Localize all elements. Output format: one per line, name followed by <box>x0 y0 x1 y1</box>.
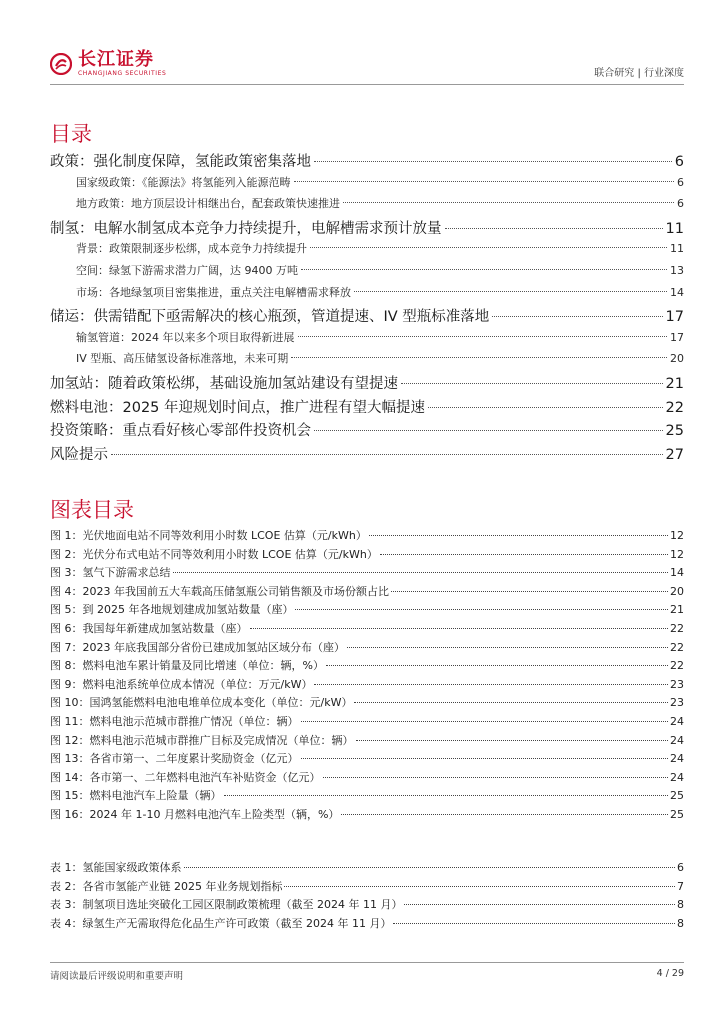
dot-leader <box>323 777 669 778</box>
figure-entry-page: 24 <box>670 714 684 728</box>
figure-entry-page: 23 <box>670 696 684 710</box>
toc-subentry-page: 6 <box>677 197 684 211</box>
dot-leader <box>301 721 669 722</box>
toc-entry[interactable] <box>50 372 684 396</box>
figure-entry-text: 图 16：2024 年 1-10 月燃料电池汽车上险类型（辆，%） <box>50 807 340 821</box>
toc-title: 目录 <box>50 122 92 146</box>
figure-entry-text: 图 1：光伏地面电站不同等效利用小时数 LCOE 估算（元/kWh） <box>50 529 367 542</box>
dot-leader <box>301 269 667 270</box>
table-entry-text: 表 2：各省市氢能产业链 2025 年业务规划指标 <box>50 879 283 893</box>
figure-entry-text: 图 8：燃料电池车累计销量及同比增速（单位：辆，%） <box>50 659 324 673</box>
figure-entry-page: 14 <box>670 566 684 580</box>
figure-entry-page: 23 <box>670 677 684 691</box>
dot-leader <box>356 740 669 741</box>
figure-entry-text: 图 15：燃料电池汽车上险量（辆） <box>50 789 222 803</box>
toc-subentry[interactable] <box>50 329 684 351</box>
toc-entry-page: 27 <box>665 446 684 463</box>
dot-leader <box>184 867 676 868</box>
figure-entry[interactable] <box>50 564 684 583</box>
figure-entry[interactable] <box>50 601 684 620</box>
figure-entry-page: 25 <box>670 807 684 821</box>
toc-subentry-text: 市场：各地绿氢项目密集推进，重点关注电解槽需求释放 <box>76 285 351 299</box>
dot-leader <box>111 454 663 455</box>
figure-entry-text: 图 2：光伏分布式电站不同等效利用小时数 LCOE 估算（元/kWh） <box>50 547 378 561</box>
logo-name-cn: 长江证券 <box>78 49 154 70</box>
figure-entry[interactable] <box>50 639 684 658</box>
toc-subentry[interactable] <box>50 174 684 196</box>
toc-subentry-page: 17 <box>670 330 684 344</box>
toc-subentry-text: 国家级政策：《能源法》将氢能列入能源范畴 <box>76 175 291 189</box>
table-entry[interactable] <box>50 915 684 934</box>
dot-leader <box>301 758 669 759</box>
figure-entry-page: 22 <box>670 621 684 635</box>
report-category: 联合研究 | 行业深度 <box>594 68 684 79</box>
figure-entry-page: 25 <box>670 789 684 803</box>
figure-entry-page: 21 <box>670 603 684 617</box>
figure-entry[interactable] <box>50 657 684 676</box>
header-divider <box>50 84 684 85</box>
dot-leader <box>347 647 668 648</box>
toc-entry[interactable] <box>50 305 684 329</box>
table-list <box>50 859 684 933</box>
toc-entry[interactable] <box>50 396 684 420</box>
figure-entry-text: 图 7：2023 年底我国部分省份已建成加氢站区域分布（座） <box>50 640 345 654</box>
figure-entry[interactable] <box>50 527 684 546</box>
toc-subentry[interactable] <box>50 262 684 284</box>
table-entry-text: 表 1：氢能国家级政策体系 <box>50 861 182 874</box>
dot-leader <box>445 228 663 229</box>
figure-entry-text: 图 9：燃料电池系统单位成本情况（单位：万元/kW） <box>50 677 313 691</box>
toc-entry[interactable] <box>50 150 684 174</box>
page-header <box>50 48 684 82</box>
toc-entry[interactable] <box>50 443 684 467</box>
table-entry[interactable] <box>50 878 684 897</box>
figure-entry[interactable] <box>50 806 684 825</box>
figure-entry-page: 22 <box>670 659 684 673</box>
logo-name-en: CHANGJIANG SECURITIES <box>78 70 167 77</box>
toc-entry-text: 政策：强化制度保障，氢能政策密集落地 <box>50 154 311 170</box>
dot-leader <box>326 665 668 666</box>
dot-leader <box>291 357 667 358</box>
dot-leader <box>428 407 663 408</box>
toc-subentry-page: 20 <box>670 352 684 366</box>
toc-subentry[interactable] <box>50 350 684 372</box>
toc-entry-text: 制氢：电解水制氢成本竞争力持续提升，电解槽需求预计放量 <box>50 220 442 237</box>
figure-entry[interactable] <box>50 732 684 751</box>
dot-leader <box>173 572 669 573</box>
footer-disclaimer: 请阅读最后评级说明和重要声明 <box>50 971 184 982</box>
toc-entry-page: 21 <box>665 375 684 392</box>
figure-entry[interactable] <box>50 583 684 602</box>
toc-entry[interactable] <box>50 419 684 443</box>
table-entry-text: 表 4：绿氢生产无需取得危化品生产许可政策（截至 2024 年 11 月） <box>50 916 392 930</box>
dot-leader <box>298 336 668 337</box>
table-entry-text: 表 3：制氢项目选址突破化工园区限制政策梳理（截至 2024 年 11 月） <box>50 898 403 912</box>
toc-subentry-text: 地方政策：地方顶层设计相继出台，配套政策快速推进 <box>76 197 340 211</box>
toc-subentry-page: 6 <box>677 175 684 189</box>
toc-entry-page: 6 <box>674 154 684 170</box>
figure-entry-page: 24 <box>670 752 684 766</box>
dot-leader <box>295 609 668 610</box>
toc-entry-text: 投资策略：重点看好核心零部件投资机会 <box>50 423 311 440</box>
dot-leader <box>314 684 668 685</box>
figure-entry-text: 图 3：氢气下游需求总结 <box>50 566 171 580</box>
dot-leader <box>250 628 669 629</box>
dot-leader <box>314 430 663 431</box>
table-entry-page: 8 <box>677 916 684 930</box>
toc-subentry[interactable] <box>50 195 684 217</box>
toc-entry-page: 17 <box>665 309 684 326</box>
figure-entry-text: 图 4：2023 年我国前五大车载高压储氢瓶公司销售额及市场份额占比 <box>50 584 389 598</box>
figure-entry-page: 24 <box>670 770 684 784</box>
toc-entry-text: 风险提示 <box>50 446 108 463</box>
table-entry[interactable] <box>50 859 684 878</box>
toc-subentry-text: IV 型瓶、高压储氢设备标准落地，未来可期 <box>76 352 289 366</box>
figure-entry-page: 12 <box>670 529 684 542</box>
dot-leader <box>354 702 668 703</box>
dot-leader <box>369 535 668 536</box>
figure-entry-page: 22 <box>670 640 684 654</box>
dot-leader <box>224 795 669 796</box>
footer-divider <box>50 962 684 963</box>
toc-entry-text: 储运：供需错配下亟需解决的核心瓶颈，管道提速、IV 型瓶标准落地 <box>50 309 490 326</box>
figure-entry-page: 12 <box>670 547 684 561</box>
toc-entry-page: 25 <box>665 423 684 440</box>
toc-subentry-text: 输氢管道：2024 年以来多个项目取得新进展 <box>76 330 295 344</box>
figure-entry[interactable] <box>50 769 684 788</box>
figure-entry[interactable] <box>50 694 684 713</box>
toc-subentry-page: 13 <box>670 263 684 277</box>
figure-entry-text: 图 12：燃料电池示范城市群推广目标及完成情况（单位：辆） <box>50 733 354 747</box>
figure-entry-text: 图 6：我国每年新建成加氢站数量（座） <box>50 621 248 635</box>
figure-entry[interactable] <box>50 787 684 806</box>
table-entry[interactable] <box>50 896 684 915</box>
toc-subentry-text: 背景：政策限制逐步松绑，成本竞争力持续提升 <box>76 242 307 256</box>
dot-leader <box>314 161 672 162</box>
figure-entry-page: 24 <box>670 733 684 747</box>
toc-entry[interactable] <box>50 217 684 241</box>
figure-entry-text: 图 11：燃料电池示范城市群推广情况（单位：辆） <box>50 714 299 728</box>
figure-entry-text: 图 10：国鸿氢能燃料电池电堆单位成本变化（单位：元/kW） <box>50 696 353 710</box>
logo-mark-icon <box>50 53 72 75</box>
figure-entry[interactable] <box>50 750 684 769</box>
figure-entry[interactable] <box>50 676 684 695</box>
figure-entry-text: 图 13：各省市第一、二年度累计奖励资金（亿元） <box>50 752 299 766</box>
table-entry-page: 7 <box>677 879 684 893</box>
toc-subentry[interactable] <box>50 284 684 306</box>
figure-entry-page: 20 <box>670 584 684 598</box>
dot-leader <box>393 923 675 924</box>
toc-entry-page: 11 <box>665 220 684 237</box>
dot-leader <box>404 904 675 905</box>
dot-leader <box>391 591 668 592</box>
toc-entry-page: 22 <box>665 399 684 416</box>
toc-subentry-text: 空间：绿氢下游需求潜力广阔，达 9400 万吨 <box>76 263 298 277</box>
dot-leader <box>343 202 674 203</box>
figure-entry-text: 图 5：到 2025 年各地规划建成加氢站数量（座） <box>50 603 294 617</box>
toc-entry-text: 加氢站：随着政策松绑，基础设施加氢站建设有望提速 <box>50 375 398 392</box>
toc-entry-text: 燃料电池：2025 年迎规划时间点，推广进程有望大幅提速 <box>50 399 426 416</box>
dot-leader <box>341 814 668 815</box>
toc-subentry-page: 11 <box>670 242 684 256</box>
dot-leader <box>310 247 667 248</box>
dot-leader <box>354 291 667 292</box>
toc-subentry-page: 14 <box>670 285 684 299</box>
table-of-contents <box>50 150 684 466</box>
company-logo <box>50 48 166 80</box>
dot-leader <box>294 181 675 182</box>
table-entry-page: 6 <box>677 861 684 874</box>
table-entry-page: 8 <box>677 898 684 912</box>
figure-entry[interactable] <box>50 713 684 732</box>
figure-entry[interactable] <box>50 546 684 565</box>
figure-entry-text: 图 14：各市第一、二年燃料电池汽车补贴资金（亿元） <box>50 770 321 784</box>
dot-leader <box>284 886 675 887</box>
toc-subentry[interactable] <box>50 240 684 262</box>
dot-leader <box>401 383 663 384</box>
figure-list <box>50 527 684 825</box>
figures-title: 图表目录 <box>50 498 134 522</box>
dot-leader <box>380 554 668 555</box>
page-number: 4 / 29 <box>656 968 684 979</box>
dot-leader <box>492 316 662 317</box>
figure-entry[interactable] <box>50 620 684 639</box>
